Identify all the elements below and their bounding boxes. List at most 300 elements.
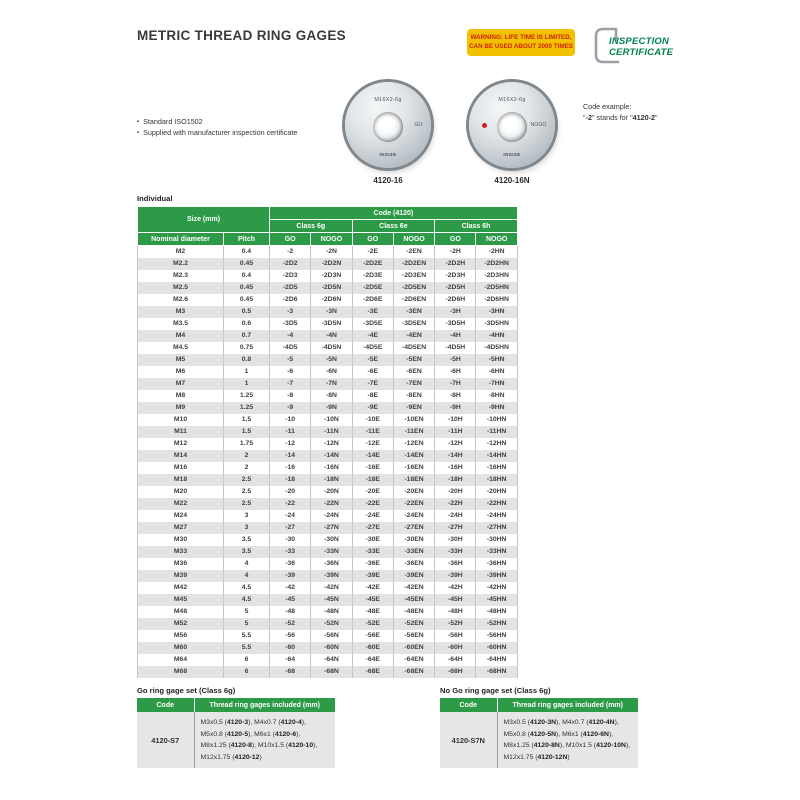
table-cell: -2D3HN xyxy=(476,270,517,282)
table-cell: -14 xyxy=(270,450,311,462)
ring-marking: M16X2-6g xyxy=(374,96,402,103)
table-cell: -68HN xyxy=(476,666,517,678)
table-cell: M27 xyxy=(138,522,224,534)
table-cell: 0.7 xyxy=(224,330,270,342)
table-row xyxy=(138,414,518,426)
table-cell: M16 xyxy=(138,462,224,474)
table-cell: 2 xyxy=(224,462,270,474)
table-cell: -16H xyxy=(435,462,476,474)
class-6g-header: Class 6g xyxy=(270,220,353,233)
table-cell: -33H xyxy=(435,546,476,558)
table-cell: -2D2HN xyxy=(476,258,517,270)
table-row xyxy=(440,712,638,768)
table-cell: -4D5EN xyxy=(393,342,434,354)
table-cell: -4D5N xyxy=(311,342,352,354)
table-row xyxy=(138,438,518,450)
table-cell: -5E xyxy=(352,354,393,366)
table-cell: -9E xyxy=(352,402,393,414)
table-cell: -2EN xyxy=(393,246,434,258)
table-cell: 0.8 xyxy=(224,354,270,366)
gage-list-line: M5x0.8 (4120-5N), M6x1 (4120-6N), xyxy=(503,730,614,738)
table-cell: M33 xyxy=(138,546,224,558)
set-code-value: 4120-S7 xyxy=(137,712,194,768)
table-cell: M12 xyxy=(138,438,224,450)
go-header: GO xyxy=(270,233,311,246)
table-cell: -20N xyxy=(311,486,352,498)
table-cell: -2D6H xyxy=(435,294,476,306)
table-cell: -24EN xyxy=(393,510,434,522)
nogo-ring-set-block xyxy=(440,686,638,768)
table-cell: -8HN xyxy=(476,390,517,402)
table-cell: M24 xyxy=(138,510,224,522)
table-cell: -64N xyxy=(311,654,352,666)
table-cell: -7H xyxy=(435,378,476,390)
table-cell: -36E xyxy=(352,558,393,570)
table-cell: -30HN xyxy=(476,534,517,546)
table-row xyxy=(138,246,518,258)
table-cell: -4D5E xyxy=(352,342,393,354)
table-cell: -10N xyxy=(311,414,352,426)
table-cell: 1 xyxy=(224,366,270,378)
table-cell: 0.45 xyxy=(224,294,270,306)
table-cell: M4.5 xyxy=(138,342,224,354)
table-cell: -27EN xyxy=(393,522,434,534)
table-cell: 0.4 xyxy=(224,246,270,258)
gage-list-line: M12x1.75 (4120-12N) xyxy=(503,753,570,761)
table-cell: -48E xyxy=(352,606,393,618)
table-cell: -12N xyxy=(311,438,352,450)
table-cell: -11EN xyxy=(393,426,434,438)
table-cell: -6N xyxy=(311,366,352,378)
table-cell: M2.6 xyxy=(138,294,224,306)
table-cell: -2D2H xyxy=(435,258,476,270)
table-cell: -4EN xyxy=(393,330,434,342)
table-cell: -33 xyxy=(270,546,311,558)
table-row xyxy=(138,294,518,306)
table-cell: -3E xyxy=(352,306,393,318)
table-cell: M30 xyxy=(138,534,224,546)
table-row xyxy=(138,270,518,282)
table-cell: -24N xyxy=(311,510,352,522)
table-row xyxy=(138,462,518,474)
red-dot-marker xyxy=(482,123,487,128)
table-cell: 2 xyxy=(224,450,270,462)
table-cell: -60EN xyxy=(393,642,434,654)
warning-badge xyxy=(467,29,575,56)
table-cell: -45E xyxy=(352,594,393,606)
table-row xyxy=(138,510,518,522)
table-cell: -39E xyxy=(352,570,393,582)
table-cell: -18 xyxy=(270,474,311,486)
table-cell: -10H xyxy=(435,414,476,426)
gage-list-line: M3x0.5 (4120-3), M4x0.7 (4120-4), xyxy=(200,719,306,726)
table-cell: -2D5 xyxy=(270,282,311,294)
table-row xyxy=(138,534,518,546)
table-cell: -2D3N xyxy=(311,270,352,282)
main-table-body xyxy=(138,246,518,678)
product-code: 4120-16N xyxy=(494,176,530,185)
table-cell: -2D2 xyxy=(270,258,311,270)
table-row xyxy=(138,582,518,594)
gage-list-line: M3x0.5 (4120-3N), M4x0.7 (4120-4N), xyxy=(503,719,619,726)
table-cell: 0.45 xyxy=(224,258,270,270)
table-cell: -7EN xyxy=(393,378,434,390)
table-cell: 5 xyxy=(224,618,270,630)
table-row xyxy=(138,258,518,270)
table-cell: -2E xyxy=(352,246,393,258)
table-row xyxy=(138,486,518,498)
table-cell: 0.75 xyxy=(224,342,270,354)
table-cell: -5HN xyxy=(476,354,517,366)
thread-gage-table xyxy=(137,206,518,678)
table-cell: M14 xyxy=(138,450,224,462)
table-cell: 1.75 xyxy=(224,438,270,450)
feature-list xyxy=(137,117,297,138)
table-cell: 1.5 xyxy=(224,426,270,438)
table-row xyxy=(138,330,518,342)
nogo-label: NOGO xyxy=(530,121,547,128)
table-cell: -48HN xyxy=(476,606,517,618)
table-cell: -68N xyxy=(311,666,352,678)
table-cell: -45HN xyxy=(476,594,517,606)
product-code: 4120-16 xyxy=(373,176,403,185)
table-cell: -22EN xyxy=(393,498,434,510)
table-cell: -2 xyxy=(270,246,311,258)
table-cell: -4HN xyxy=(476,330,517,342)
certificate-text: INSPECTION CERTIFICATE xyxy=(609,36,674,58)
go-label: GO xyxy=(414,121,423,128)
table-cell: -64 xyxy=(270,654,311,666)
table-cell: -27E xyxy=(352,522,393,534)
nogo-ring-gage-figure xyxy=(462,82,562,185)
table-row xyxy=(138,606,518,618)
table-row xyxy=(138,630,518,642)
table-row xyxy=(138,342,518,354)
table-cell: 0.45 xyxy=(224,282,270,294)
table-cell: M52 xyxy=(138,618,224,630)
table-cell: -16N xyxy=(311,462,352,474)
table-cell: -56E xyxy=(352,630,393,642)
table-cell: -36N xyxy=(311,558,352,570)
go-header: GO xyxy=(435,233,476,246)
table-cell: -52E xyxy=(352,618,393,630)
page-title: METRIC THREAD RING GAGES xyxy=(137,28,346,43)
table-cell: -48N xyxy=(311,606,352,618)
table-cell: -8E xyxy=(352,390,393,402)
table-cell: 4.5 xyxy=(224,582,270,594)
table-cell: 1 xyxy=(224,378,270,390)
table-cell: -14HN xyxy=(476,450,517,462)
table-row xyxy=(138,282,518,294)
table-cell: -24HN xyxy=(476,510,517,522)
table-row xyxy=(138,642,518,654)
table-cell: -11H xyxy=(435,426,476,438)
table-cell: -48EN xyxy=(393,606,434,618)
table-cell: -2D6EN xyxy=(393,294,434,306)
table-cell: 3 xyxy=(224,522,270,534)
table-cell: -8N xyxy=(311,390,352,402)
table-cell: -2D6E xyxy=(352,294,393,306)
table-cell: M18 xyxy=(138,474,224,486)
table-cell: M5 xyxy=(138,354,224,366)
table-cell: -52 xyxy=(270,618,311,630)
table-cell: -2HN xyxy=(476,246,517,258)
table-cell: -16EN xyxy=(393,462,434,474)
table-cell: -36EN xyxy=(393,558,434,570)
table-cell: 0.6 xyxy=(224,318,270,330)
table-cell: -27N xyxy=(311,522,352,534)
table-cell: -2D5E xyxy=(352,282,393,294)
table-cell: -3HN xyxy=(476,306,517,318)
table-cell: -60 xyxy=(270,642,311,654)
table-cell: -8H xyxy=(435,390,476,402)
class-6h-header: Class 6h xyxy=(435,220,518,233)
class-6e-header: Class 6e xyxy=(352,220,435,233)
table-cell: -27H xyxy=(435,522,476,534)
table-cell: -12EN xyxy=(393,438,434,450)
table-cell: M2.3 xyxy=(138,270,224,282)
table-cell: -42E xyxy=(352,582,393,594)
table-cell: -3D5 xyxy=(270,318,311,330)
table-cell: -45H xyxy=(435,594,476,606)
table-cell: -3 xyxy=(270,306,311,318)
table-cell: -11N xyxy=(311,426,352,438)
nogo-header: NOGO xyxy=(393,233,434,246)
table-cell: -27HN xyxy=(476,522,517,534)
table-cell: -11HN xyxy=(476,426,517,438)
table-cell: -9EN xyxy=(393,402,434,414)
table-cell: -9H xyxy=(435,402,476,414)
table-cell: -16HN xyxy=(476,462,517,474)
table-cell: -2D3 xyxy=(270,270,311,282)
table-row xyxy=(138,378,518,390)
table-cell: -7E xyxy=(352,378,393,390)
table-cell: -36HN xyxy=(476,558,517,570)
table-cell: -2D3EN xyxy=(393,270,434,282)
table-cell: M8 xyxy=(138,390,224,402)
table-row xyxy=(138,558,518,570)
individual-label: Individual xyxy=(137,194,173,203)
table-cell: -56HN xyxy=(476,630,517,642)
table-cell: -42N xyxy=(311,582,352,594)
brand-logo: INSIZE xyxy=(379,151,397,157)
table-cell: -56H xyxy=(435,630,476,642)
table-cell: -30N xyxy=(311,534,352,546)
table-cell: 6 xyxy=(224,666,270,678)
size-group-header: Size (mm) xyxy=(138,207,270,233)
table-cell: -4D5 xyxy=(270,342,311,354)
table-cell: -6HN xyxy=(476,366,517,378)
code-example-label: Code example: xyxy=(583,102,632,111)
table-cell: -2D5HN xyxy=(476,282,517,294)
table-row xyxy=(137,712,335,768)
table-cell: -30 xyxy=(270,534,311,546)
table-cell: -16 xyxy=(270,462,311,474)
table-cell: 3.5 xyxy=(224,534,270,546)
set-content-header: Thread ring gages included (mm) xyxy=(497,698,638,712)
table-cell: -64HN xyxy=(476,654,517,666)
table-cell: -64H xyxy=(435,654,476,666)
go-ring-gage-figure xyxy=(338,82,438,185)
nominal-diameter-header: Nominal diameter xyxy=(138,233,224,246)
table-cell: 2.5 xyxy=(224,498,270,510)
table-cell: M64 xyxy=(138,654,224,666)
table-cell: -10E xyxy=(352,414,393,426)
table-cell: M11 xyxy=(138,426,224,438)
table-cell: -14E xyxy=(352,450,393,462)
table-cell: M2.5 xyxy=(138,282,224,294)
table-cell: -60E xyxy=(352,642,393,654)
table-cell: -16E xyxy=(352,462,393,474)
table-cell: -4D5HN xyxy=(476,342,517,354)
table-cell: -45 xyxy=(270,594,311,606)
table-cell: -33EN xyxy=(393,546,434,558)
table-cell: M60 xyxy=(138,642,224,654)
feature-item: ▪ Supplied with manufacturer inspection certificate xyxy=(137,128,297,139)
table-cell: -3N xyxy=(311,306,352,318)
table-cell: -18N xyxy=(311,474,352,486)
table-cell: -39HN xyxy=(476,570,517,582)
table-cell: -45N xyxy=(311,594,352,606)
table-cell: -7HN xyxy=(476,378,517,390)
table-cell: -2D2EN xyxy=(393,258,434,270)
table-row xyxy=(138,666,518,678)
table-cell: -64EN xyxy=(393,654,434,666)
table-header xyxy=(138,207,518,246)
table-cell: -2D2E xyxy=(352,258,393,270)
pitch-header: Pitch xyxy=(224,233,270,246)
table-cell: -2D3H xyxy=(435,270,476,282)
table-cell: -27 xyxy=(270,522,311,534)
table-cell: -36 xyxy=(270,558,311,570)
nogo-set-table xyxy=(440,698,638,768)
table-cell: -3EN xyxy=(393,306,434,318)
table-cell: -9N xyxy=(311,402,352,414)
code-group-header: Code (4120) xyxy=(270,207,518,220)
gage-list-line: M5x0.8 (4120-5), M6x1 (4120-6), xyxy=(200,730,301,738)
table-cell: -52HN xyxy=(476,618,517,630)
table-cell: 6 xyxy=(224,654,270,666)
table-cell: -2N xyxy=(311,246,352,258)
inspection-certificate-logo xyxy=(592,26,682,66)
table-cell: -20HN xyxy=(476,486,517,498)
table-cell: 5.5 xyxy=(224,630,270,642)
table-row xyxy=(138,654,518,666)
table-row xyxy=(138,402,518,414)
table-cell: -22N xyxy=(311,498,352,510)
table-cell: 4 xyxy=(224,558,270,570)
table-cell: -6E xyxy=(352,366,393,378)
nogo-header: NOGO xyxy=(311,233,352,246)
table-cell: 0.4 xyxy=(224,270,270,282)
gage-list-line: M12x1.75 (4120-12) xyxy=(200,753,262,761)
table-cell: 1.5 xyxy=(224,414,270,426)
go-set-title: Go ring gage set (Class 6g) xyxy=(137,686,236,695)
table-cell: M3.5 xyxy=(138,318,224,330)
table-cell: -3D5HN xyxy=(476,318,517,330)
table-cell: -42EN xyxy=(393,582,434,594)
table-cell: M2.2 xyxy=(138,258,224,270)
go-set-table xyxy=(137,698,335,768)
table-cell: -5N xyxy=(311,354,352,366)
feature-item: ▪ Standard ISO1502 xyxy=(137,117,297,128)
table-cell: M68 xyxy=(138,666,224,678)
table-row xyxy=(138,546,518,558)
table-cell: 2.5 xyxy=(224,486,270,498)
table-cell: -12HN xyxy=(476,438,517,450)
gage-list-line: M8x1.25 (4120-8N), M10x1.5 (4120-10N), xyxy=(503,742,631,749)
table-cell: -4E xyxy=(352,330,393,342)
table-cell: -7N xyxy=(311,378,352,390)
table-cell: -22 xyxy=(270,498,311,510)
table-cell: -3H xyxy=(435,306,476,318)
code-example xyxy=(583,102,658,123)
table-cell: M20 xyxy=(138,486,224,498)
ring-hole xyxy=(373,112,403,142)
table-cell: -2D6 xyxy=(270,294,311,306)
table-cell: -2H xyxy=(435,246,476,258)
table-cell: -12 xyxy=(270,438,311,450)
table-cell: -2D5EN xyxy=(393,282,434,294)
table-cell: -5 xyxy=(270,354,311,366)
go-header: GO xyxy=(352,233,393,246)
table-cell: -3D5H xyxy=(435,318,476,330)
table-cell: -2D6N xyxy=(311,294,352,306)
table-cell: -3D5EN xyxy=(393,318,434,330)
table-cell: -10HN xyxy=(476,414,517,426)
table-cell: -60H xyxy=(435,642,476,654)
code-example-value: "-2" stands for "4120-2" xyxy=(583,112,658,122)
table-row xyxy=(138,354,518,366)
table-cell: -9 xyxy=(270,402,311,414)
table-cell: -22E xyxy=(352,498,393,510)
table-cell: -2D2N xyxy=(311,258,352,270)
table-cell: -33N xyxy=(311,546,352,558)
go-ring-gage-image xyxy=(345,82,431,168)
table-cell: -18H xyxy=(435,474,476,486)
table-cell: M48 xyxy=(138,606,224,618)
table-cell: -11E xyxy=(352,426,393,438)
table-row xyxy=(138,474,518,486)
table-cell: -56N xyxy=(311,630,352,642)
table-cell: -33HN xyxy=(476,546,517,558)
table-row xyxy=(138,570,518,582)
table-row xyxy=(138,390,518,402)
table-cell: 3.5 xyxy=(224,546,270,558)
table-row xyxy=(138,306,518,318)
table-row xyxy=(138,498,518,510)
table-cell: -42 xyxy=(270,582,311,594)
table-cell: -60N xyxy=(311,642,352,654)
table-cell: -4N xyxy=(311,330,352,342)
table-cell: -2D3E xyxy=(352,270,393,282)
table-row xyxy=(138,450,518,462)
table-cell: -52N xyxy=(311,618,352,630)
go-ring-set-block xyxy=(137,686,335,768)
table-cell: -42H xyxy=(435,582,476,594)
table-cell: M39 xyxy=(138,570,224,582)
table-cell: -30EN xyxy=(393,534,434,546)
gage-list-line: M8x1.25 (4120-8), M10x1.5 (4120-10), xyxy=(200,742,318,749)
table-cell: M56 xyxy=(138,630,224,642)
table-cell: -64E xyxy=(352,654,393,666)
table-cell: -52EN xyxy=(393,618,434,630)
table-cell: -68 xyxy=(270,666,311,678)
table-cell: -18HN xyxy=(476,474,517,486)
table-row xyxy=(138,522,518,534)
table-cell: -68E xyxy=(352,666,393,678)
table-cell: -24H xyxy=(435,510,476,522)
